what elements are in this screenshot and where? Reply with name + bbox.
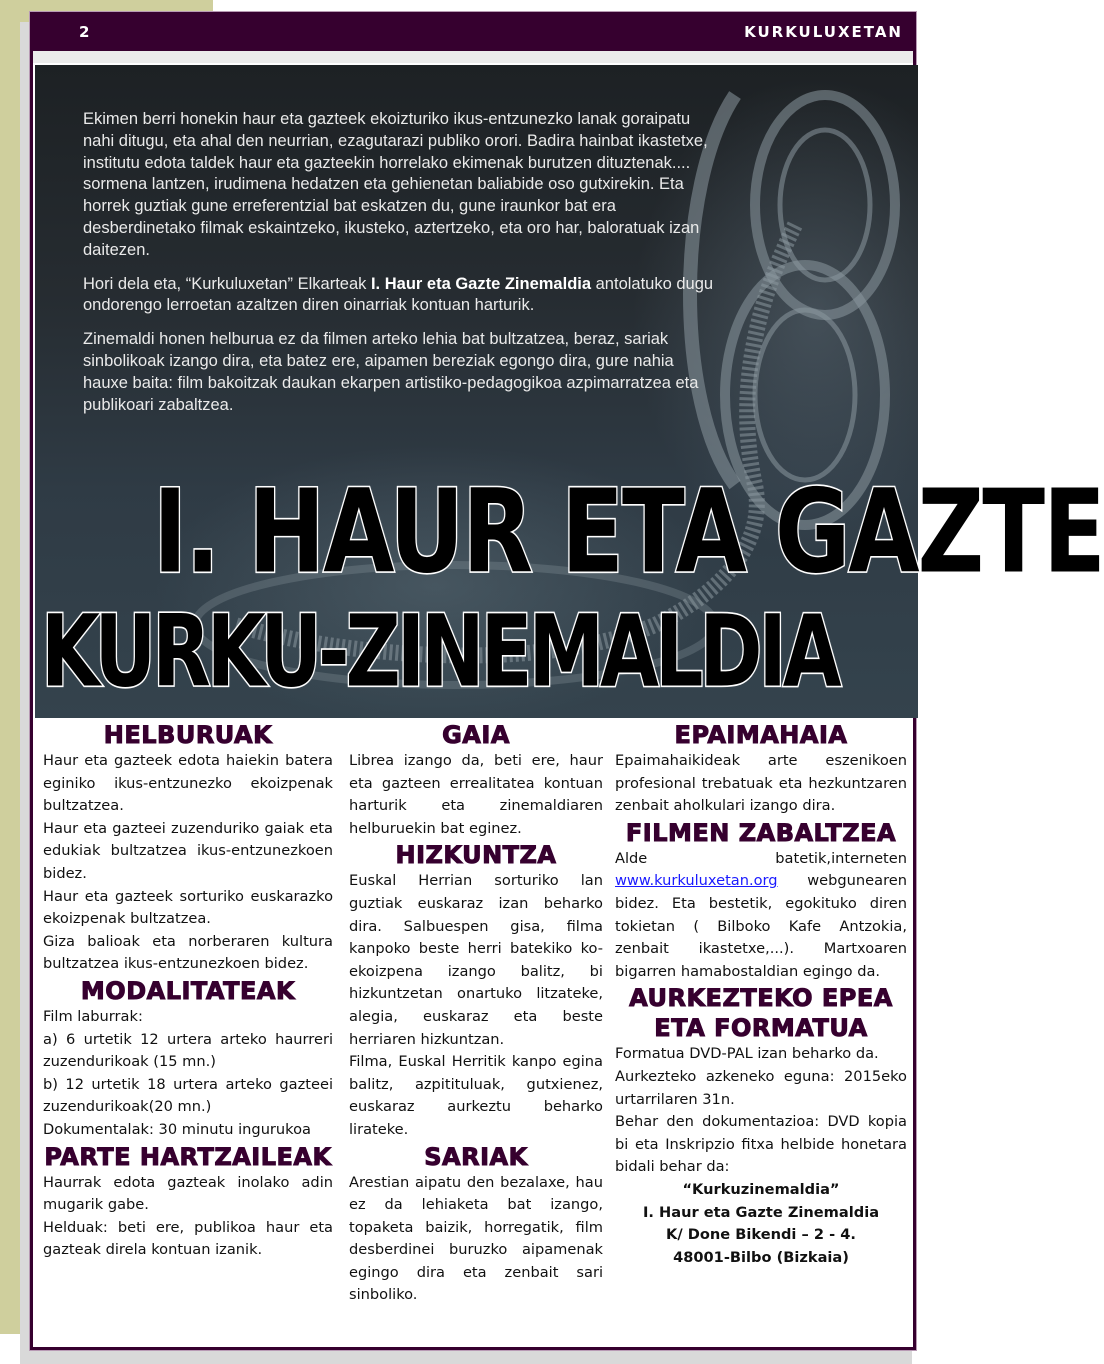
section-paragraph: Euskal Herrian sorturiko lan guztiak euskaraz izan beharko dira. Salbuespen gisa, filma kanpoko beste herri batekiko ko-ekoizpena izango balitz, bi hizkuntzetan onartuko litzateke, alegia, euskaraz eta beste herriaren hizkuntzan.: [349, 872, 603, 1048]
intro-paragraph: Zinemaldi honen helburua ez da filmen arteko lehia bat bultzatzea, beraz, sariak sinbolikoak izango dira, eta batez ere, aipamen bereziak egongo dira, gure nahia hauxe baita: film bakoitzak daukan ekarpen artistiko-pedagogikoa azpimarratzea eta publikoari zabaltzea.: [83, 330, 699, 414]
section-paragraph: Helduak: beti ere, publikoa haur eta gazteak direla kontuan izanik.: [43, 1218, 333, 1259]
section-heading-hizkuntza: HIZKUNTZA: [395, 841, 557, 870]
section-paragraph: Giza balioak eta norberaren kultura bultzatzea ikus-entzunezkoen bidez.: [43, 932, 333, 973]
intro-text-span: antolatuko dugu ondorengo lerroetan azaltzen diren oinarriak kontuan harturik.: [83, 274, 714, 315]
section-heading-filmen-zabaltzea: FILMEN ZABALTZEA: [625, 818, 897, 847]
page-number: 2: [79, 23, 90, 41]
intro-text: [83, 109, 723, 428]
section-heading-aurkezteko-1: AURKEZTEKO EPEA: [629, 984, 893, 1013]
publication-name: KURKULUXETAN: [744, 23, 903, 41]
website-link[interactable]: www.kurkuluxetan.org: [615, 872, 778, 890]
intro-paragraph: [83, 274, 723, 318]
section-paragraph: a) 6 urtetik 12 urtera arteko haurreri zuzendurikoak (15 mn.): [43, 1030, 333, 1071]
festival-title-line-1: I. HAUR ETA GAZTE: [153, 465, 1104, 599]
festival-name-bold: I. Haur eta Gazte Zinemaldia: [370, 274, 592, 293]
festival-title-line-2: KURKU-ZINEMALDIA: [41, 593, 838, 709]
section-paragraph: Formatua DVD-PAL izan beharko da.: [615, 1045, 879, 1063]
section-paragraph: Haur eta gazteei zuzenduriko gaiak eta edukiak bultzatzea ikus-entzunezkoen bidez.: [43, 819, 333, 882]
section-heading-helburuak: HELBURUAK: [103, 721, 273, 749]
address-line: I. Haur eta Gazte Zinemaldia: [642, 1203, 880, 1221]
intro-text-span: Hori dela eta, “Kurkuluxetan” Elkarteak: [83, 274, 371, 293]
section-heading-parte-hartzaileak: PARTE HARTZAILEAK: [44, 1142, 332, 1171]
address-line: 48001-Bilbo (Bizkaia): [673, 1248, 849, 1266]
section-paragraph: Arestian aipatu den bezalaxe, hau ez da lehiaketa bat izango, topaketa baizik, horregatik, film desberdinei buruzko aipamenak egingo dira eta zenbait sari sinboliko.: [349, 1173, 603, 1304]
text-span: Alde batetik,interneten: [615, 849, 907, 867]
section-paragraph: Behar den dokumentazioa: DVD kopia bi eta Inskripzio fitxa helbide honetara bidali behar da:: [615, 1113, 907, 1176]
section-heading-sariak: SARIAK: [424, 1142, 528, 1171]
section-paragraph: Librea izango da, beti ere, haur eta gazteen errealitatea kontuan harturik eta zinemaldiaren helburuekin bat eginez.: [349, 752, 603, 837]
section-paragraph: Film laburrak:: [43, 1007, 143, 1025]
section-paragraph: Haur eta gazteek sorturiko euskarazko ekoizpenak bultzatzea.: [43, 887, 333, 928]
section-paragraph: Aurkezteko azkeneko eguna: 2015eko urtarrilaren 31n.: [615, 1067, 907, 1108]
text-span: webgunearen bidez. Eta bestetik, egokituko diren tokietan ( Bilboko Kafe Antzokia, zenbait ikastetxe,...). Martxoaren bigarren hamabostaldian egingo da.: [615, 872, 907, 980]
section-paragraph: [615, 848, 907, 984]
intro-paragraph: Ekimen berri honekin haur eta gazteek ekoizturiko ikus-entzunezko lanak goraipatu nahi ditugu, eta ahal den neurrian, ezagutarazi publiko orori. Badira hainbat ikastetxe, institutu edota taldek haur eta gazteekin horrelako ekimenak burutzen dituztenak.... sormena lantzen, irudimena hedatzen eta gehienetan baliabide oso gutxirekin. Eta horrek guztiak gune erreferentzial bat eskatzen du, gune iraunkor bat era desberdinetako filmak eskaintzeko, ikusteko, aztertzeko, eta oro har, baloratuak izan daitezen.: [83, 110, 708, 259]
column-right: [615, 720, 907, 1269]
address-line: “Kurkuzinemaldia”: [682, 1180, 840, 1198]
newsletter-page: [30, 12, 1104, 1350]
section-heading-aurkezteko-2: ETA FORMATUA: [654, 1014, 868, 1043]
section-paragraph: Filma, Euskal Herritik kanpo egina balitz, azpitituluak, gutxienez, euskaraz aurkeztu beharko lirateke.: [349, 1053, 603, 1138]
address-line: K/ Done Bikendi – 2 - 4.: [666, 1226, 856, 1244]
header-divider-strip: [33, 51, 913, 64]
hero-banner: [35, 65, 1104, 718]
section-heading-modalitateak: MODALITATEAK: [80, 976, 296, 1005]
section-paragraph: Dokumentalak: 30 minutu ingurukoa: [43, 1120, 311, 1138]
section-paragraph: Haurrak edota gazteak inolako adin mugarik gabe.: [43, 1173, 333, 1214]
column-left: [43, 720, 333, 1262]
section-paragraph: b) 12 urtetik 18 urtera arteko gazteei zuzendurikoak(20 mn.): [43, 1075, 333, 1116]
page-header: [33, 15, 913, 51]
section-heading-epaimahaia: EPAIMAHAIA: [674, 721, 848, 749]
section-heading-gaia: GAIA: [442, 721, 510, 749]
section-paragraph: Epaimahaikideak arte eszenikoen profesional trebatuak eta hezkuntzaren zenbait aholkulari izango dira.: [615, 752, 907, 815]
section-paragraph: Haur eta gazteek edota haiekin batera eginiko ikus-entzunezko ekoizpenak bultzatzea.: [43, 752, 333, 815]
column-middle: [349, 720, 603, 1307]
